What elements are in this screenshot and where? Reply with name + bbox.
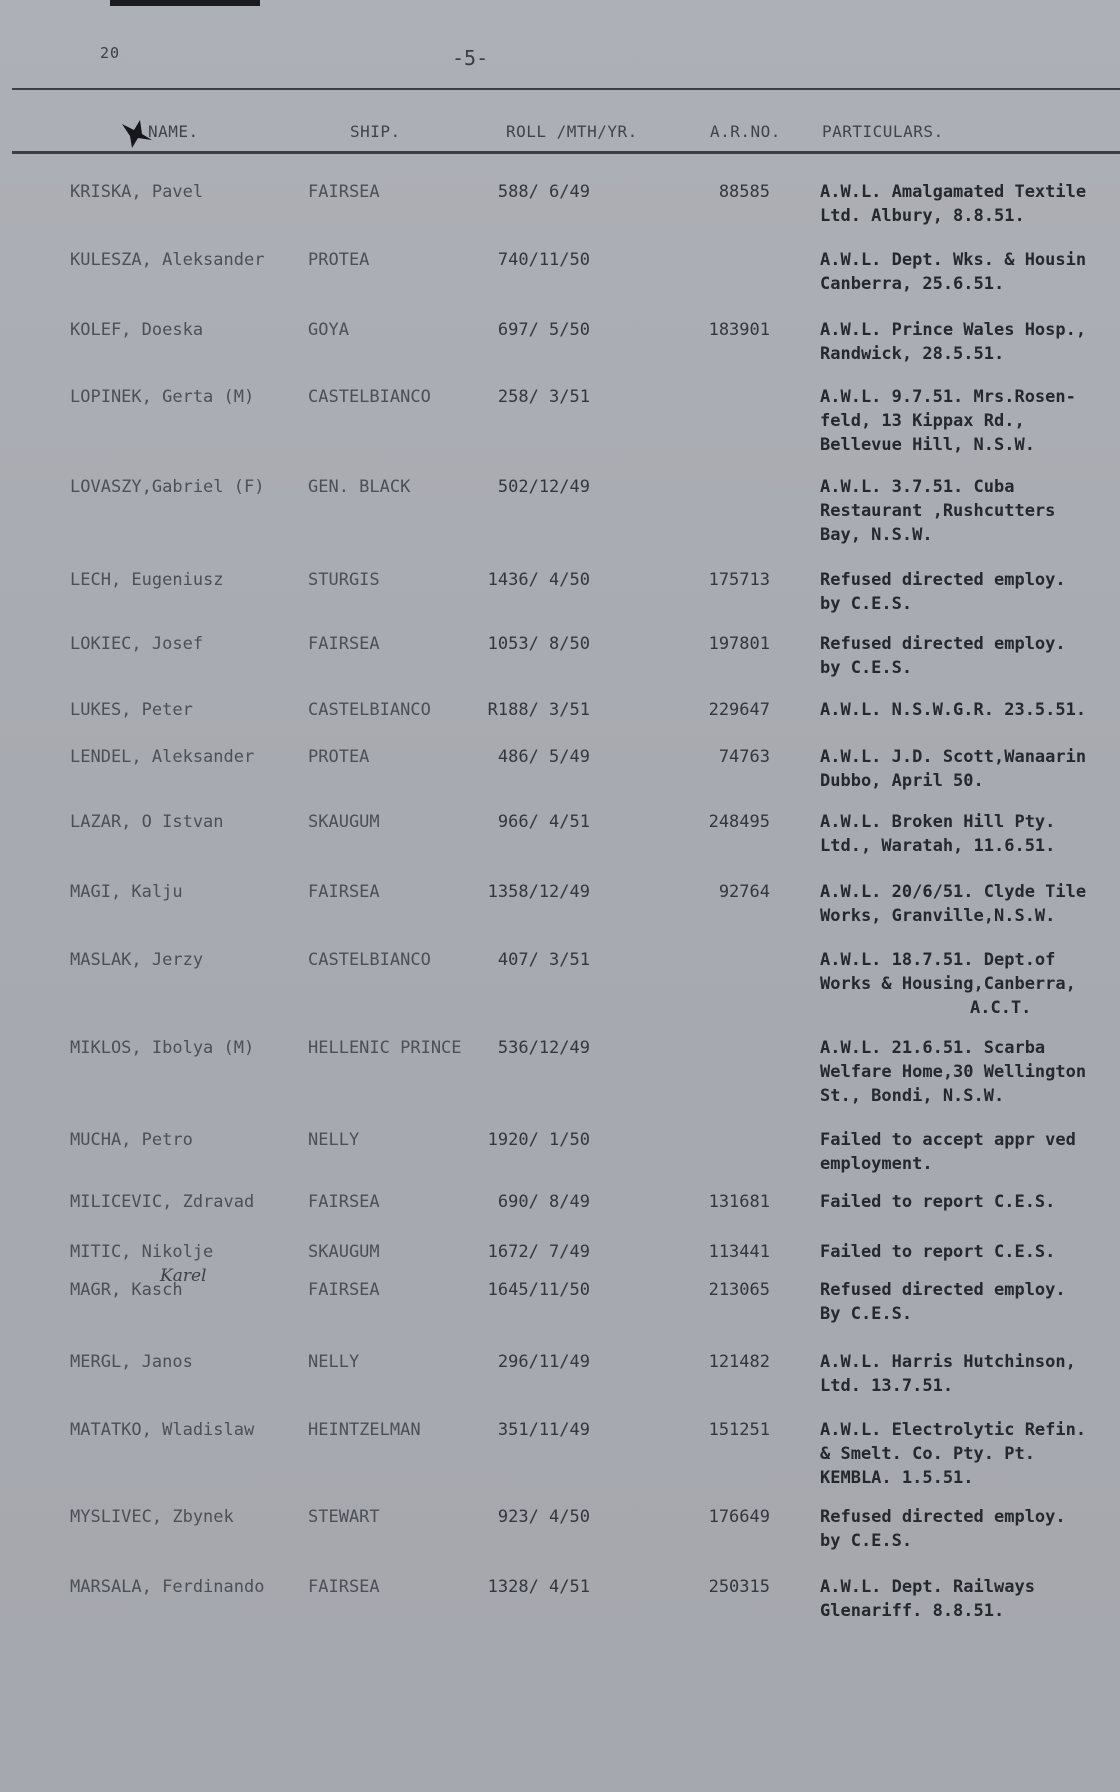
row-particulars [820,1278,1120,1326]
row-name: LUKES, Peter [70,700,193,720]
row-roll: 1436/ 4/50 [487,570,590,590]
particulars-line: Refused directed employ. [820,1280,1066,1300]
particulars-line: Canberra, 25.6.51. [820,274,1005,294]
particulars-line: A.C.T. [970,998,1032,1018]
page-ref: 20 [100,44,121,62]
particulars-line: Glenariff. 8.8.51. [820,1601,1005,1621]
row-ship: SKAUGUM [308,1242,380,1262]
row-roll: R188/ 3/51 [487,700,590,720]
row-particulars [820,318,1120,366]
row-name: KRISKA, Pavel [70,182,204,202]
particulars-line: A.W.L. N.S.W.G.R. 23.5.51. [820,700,1087,720]
handwritten-annotation: Karel [160,1266,207,1286]
header-bottom-rule [12,151,1120,154]
particulars-line: employment. [820,1154,933,1174]
row-particulars [820,1128,1120,1176]
row-roll: 296/11/49 [497,1352,590,1372]
row-name: LENDEL, Aleksander [70,747,255,767]
row-name: MERGL, Janos [70,1352,193,1372]
row-roll: 588/ 6/49 [497,182,590,202]
row-name: MILICEVIC, Zdravad [70,1192,255,1212]
row-name: MAGR, Kasch [70,1280,183,1300]
particulars-line: A.W.L. Dept. Wks. & Housin [820,250,1087,270]
row-ship: FAIRSEA [308,882,380,902]
row-ar-no: 248495 [708,812,770,832]
particulars-line: Ltd. Albury, 8.8.51. [820,206,1025,226]
particulars-line: A.W.L. 18.7.51. Dept.of [820,950,1056,970]
row-roll: 1645/11/50 [487,1280,590,1300]
row-roll: 351/11/49 [497,1420,590,1440]
particulars-line: Failed to report C.E.S. [820,1242,1056,1262]
row-name: MAGI, Kalju [70,882,183,902]
row-particulars [820,1350,1120,1398]
row-ar-no: 88585 [718,182,770,202]
row-particulars [820,1036,1120,1108]
particulars-line: Bay, N.S.W. [820,525,933,545]
row-particulars [820,1505,1120,1553]
row-ship: CASTELBIANCO [308,700,431,720]
row-particulars [820,1418,1120,1490]
row-particulars [820,248,1120,296]
row-name: MUCHA, Petro [70,1130,193,1150]
row-ar-no: 197801 [708,634,770,654]
row-ar-no: 121482 [708,1352,770,1372]
row-ship: FAIRSEA [308,1192,380,1212]
row-name: MITIC, Nikolje [70,1242,214,1262]
row-name: LOKIEC, Josef [70,634,204,654]
row-particulars [820,385,1120,457]
particulars-line: A.W.L. Harris Hutchinson, [820,1352,1076,1372]
row-name: LECH, Eugeniusz [70,570,224,590]
row-name: MASLAK, Jerzy [70,950,204,970]
particulars-line: Ltd. 13.7.51. [820,1376,954,1396]
row-roll: 407/ 3/51 [497,950,590,970]
header-ship: SHIP. [350,122,401,141]
page-number: -5- [452,46,489,70]
row-name: LOVASZY,Gabriel (F) [70,477,265,497]
row-particulars [820,880,1120,928]
particulars-line: Restaurant ,Rushcutters [820,501,1056,521]
row-ship: CASTELBIANCO [308,950,431,970]
particulars-line: by C.E.S. [820,658,913,678]
row-name: KULESZA, Aleksander [70,250,265,270]
row-ship: FAIRSEA [308,182,380,202]
scan-edge-mark [110,0,260,6]
particulars-line: Refused directed employ. [820,1507,1066,1527]
row-name: MYSLIVEC, Zbynek [70,1507,234,1527]
row-name: MATATKO, Wladislaw [70,1420,255,1440]
row-ship: HEINTZELMAN [308,1420,421,1440]
row-particulars [820,180,1120,228]
row-ship: NELLY [308,1130,360,1150]
particulars-line: Ltd., Waratah, 11.6.51. [820,836,1056,856]
row-roll: 1920/ 1/50 [487,1130,590,1150]
particulars-line: A.W.L. J.D. Scott,Wanaarin [820,747,1087,767]
row-particulars [820,568,1120,616]
row-ship: FAIRSEA [308,1280,380,1300]
row-roll: 740/11/50 [497,250,590,270]
row-particulars [820,698,1120,722]
row-roll: 966/ 4/51 [497,812,590,832]
particulars-line: A.W.L. 21.6.51. Scarba [820,1038,1046,1058]
row-ar-no: 131681 [708,1192,770,1212]
particulars-line: By C.E.S. [820,1304,913,1324]
row-particulars [820,1575,1120,1623]
row-roll: 1053/ 8/50 [487,634,590,654]
particulars-line: A.W.L. Amalgamated Textile [820,182,1087,202]
header-ar-no: A.R.NO. [710,122,781,141]
particulars-line: by C.E.S. [820,594,913,614]
row-roll: 536/12/49 [497,1038,590,1058]
row-ship: STURGIS [308,570,380,590]
row-name: LOPINEK, Gerta (M) [70,387,255,407]
row-ar-no: 229647 [708,700,770,720]
row-roll: 258/ 3/51 [497,387,590,407]
particulars-line: & Smelt. Co. Pty. Pt. [820,1444,1035,1464]
row-name: KOLEF, Doeska [70,320,204,340]
row-ar-no: 183901 [708,320,770,340]
row-ship: PROTEA [308,250,370,270]
row-roll: 697/ 5/50 [497,320,590,340]
particulars-line: Welfare Home,30 Wellington [820,1062,1087,1082]
particulars-line: A.W.L. 9.7.51. Mrs.Rosen- [820,387,1076,407]
header-top-rule [12,88,1120,90]
row-ar-no: 176649 [708,1507,770,1527]
particulars-line: Failed to accept appr ved [820,1130,1076,1150]
particulars-line: A.W.L. Dept. Railways [820,1577,1035,1597]
row-ship: HELLENIC PRINCE [308,1038,462,1058]
row-ship: SKAUGUM [308,812,380,832]
row-ar-no: 74763 [718,747,770,767]
particulars-line: Works & Housing,Canberra, [820,974,1076,994]
row-ship: FAIRSEA [308,1577,380,1597]
row-roll: 486/ 5/49 [497,747,590,767]
particulars-line: Bellevue Hill, N.S.W. [820,435,1035,455]
particulars-line: A.W.L. Electrolytic Refin. [820,1420,1087,1440]
row-particulars [820,948,1120,1020]
particulars-line: Randwick, 28.5.51. [820,344,1005,364]
row-particulars [820,475,1120,547]
particulars-line: Dubbo, April 50. [820,771,984,791]
particulars-line: Refused directed employ. [820,570,1066,590]
row-particulars [820,1240,1120,1264]
row-particulars [820,810,1120,858]
header-particulars: PARTICULARS. [822,122,944,141]
header-name: NAME. [148,122,199,141]
row-roll: 1358/12/49 [487,882,590,902]
particulars-line: Refused directed employ. [820,634,1066,654]
row-ship: CASTELBIANCO [308,387,431,407]
row-ship: NELLY [308,1352,360,1372]
row-name: MARSALA, Ferdinando [70,1577,265,1597]
row-ship: GOYA [308,320,349,340]
row-ship: FAIRSEA [308,634,380,654]
row-name: MIKLOS, Ibolya (M) [70,1038,255,1058]
particulars-line: St., Bondi, N.S.W. [820,1086,1005,1106]
row-roll: 502/12/49 [497,477,590,497]
row-ship: STEWART [308,1507,380,1527]
particulars-line: by C.E.S. [820,1531,913,1551]
row-ar-no: 250315 [708,1577,770,1597]
row-particulars [820,632,1120,680]
row-roll: 1672/ 7/49 [487,1242,590,1262]
particulars-line: Works, Granville,N.S.W. [820,906,1056,926]
row-ar-no: 113441 [708,1242,770,1262]
particulars-line: feld, 13 Kippax Rd., [820,411,1025,431]
row-ship: PROTEA [308,747,370,767]
row-particulars [820,1190,1120,1214]
row-roll: 923/ 4/50 [497,1507,590,1527]
particulars-line: A.W.L. Broken Hill Pty. [820,812,1056,832]
row-ar-no: 213065 [708,1280,770,1300]
particulars-line: A.W.L. 3.7.51. Cuba [820,477,1015,497]
particulars-line: KEMBLA. 1.5.51. [820,1468,974,1488]
row-ar-no: 175713 [708,570,770,590]
row-particulars [820,745,1120,793]
row-roll: 690/ 8/49 [497,1192,590,1212]
row-ar-no: 92764 [718,882,770,902]
header-roll: ROLL /MTH/YR. [506,122,638,141]
row-ship: GEN. BLACK [308,477,411,497]
row-roll: 1328/ 4/51 [487,1577,590,1597]
row-name: LAZAR, O Istvan [70,812,224,832]
row-ar-no: 151251 [708,1420,770,1440]
particulars-line: A.W.L. 20/6/51. Clyde Tile [820,882,1087,902]
particulars-line: Failed to report C.E.S. [820,1192,1056,1212]
particulars-line: A.W.L. Prince Wales Hosp., [820,320,1087,340]
